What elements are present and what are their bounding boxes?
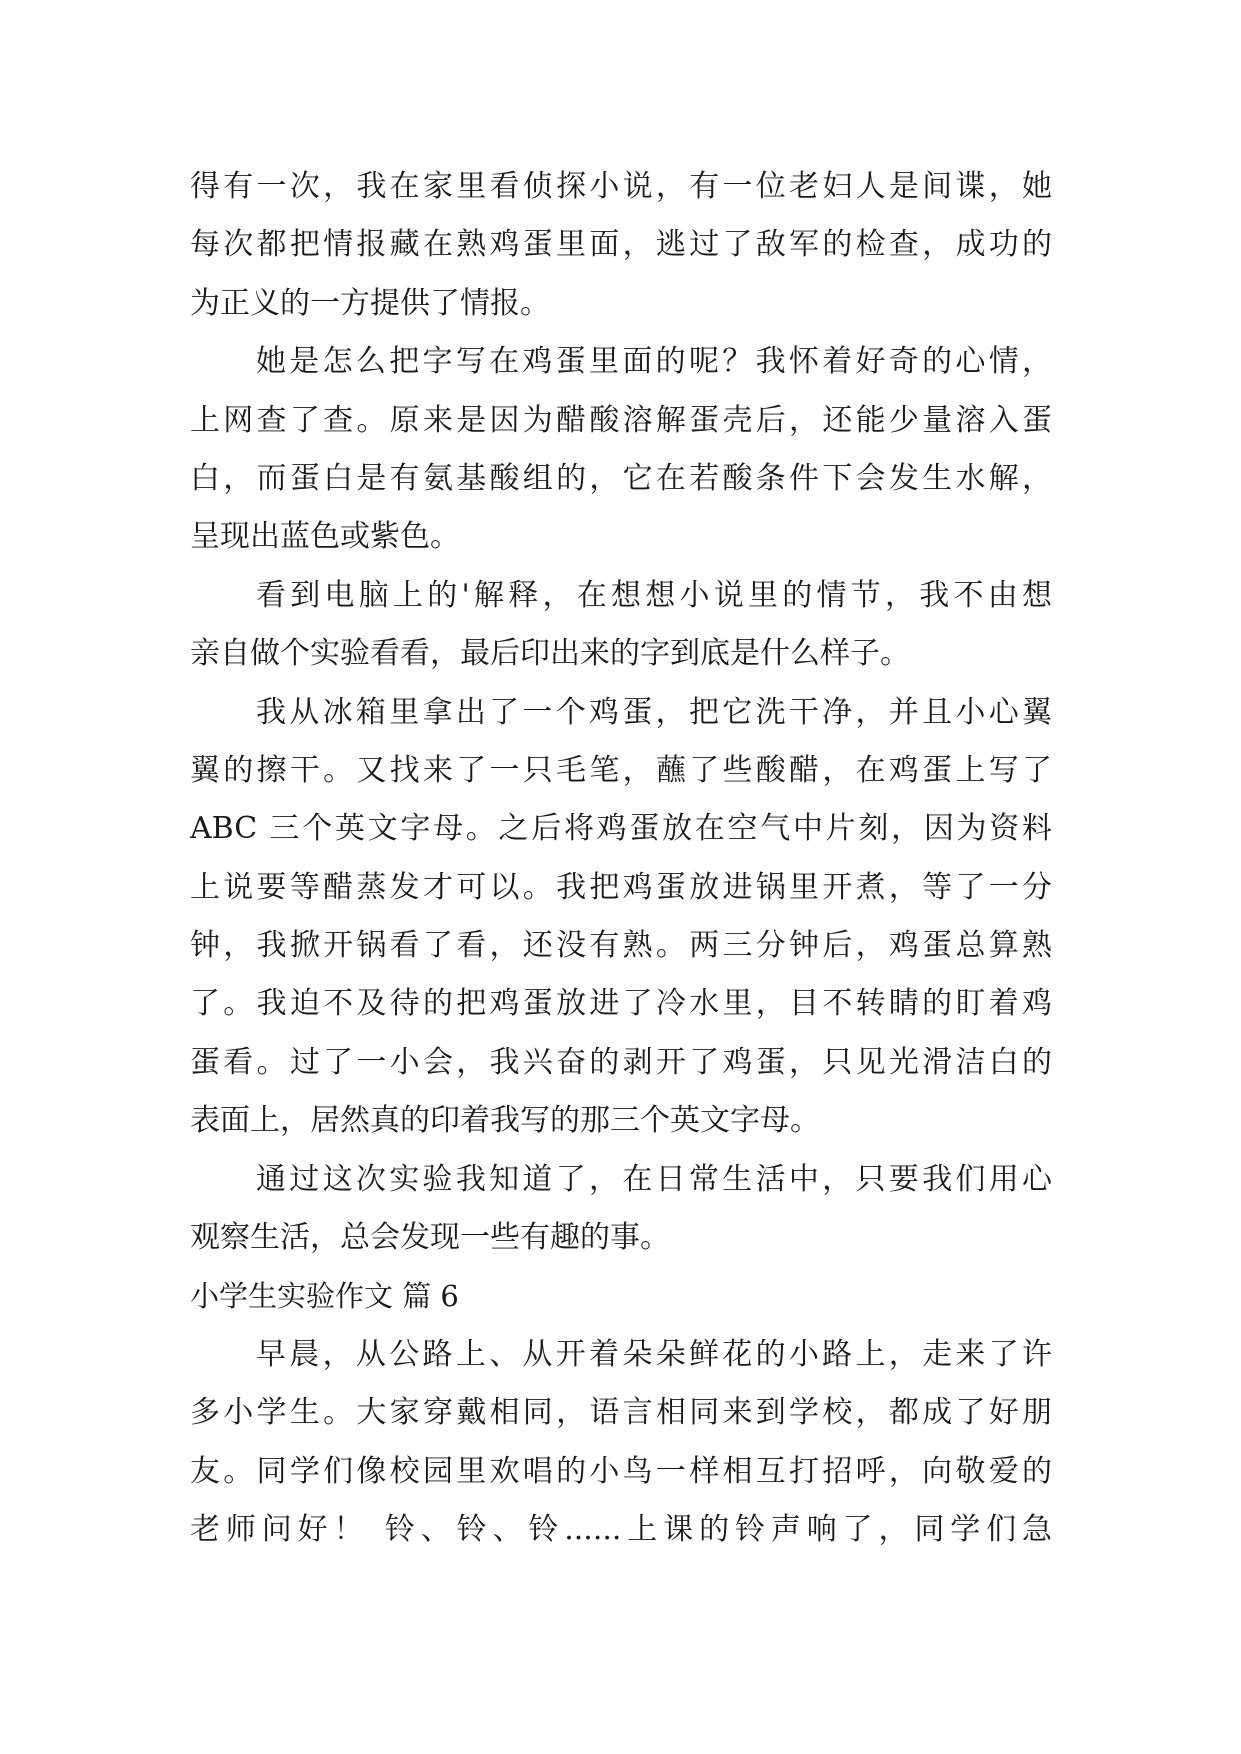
paragraph-first-line: 看到电脑上的'解释，在想想小说里的情节，我不由想 — [256, 577, 1052, 613]
text-line: 得有一次，我在家里看侦探小说，有一位老妇人是间谍，她 — [190, 169, 1052, 204]
text-line: 友。同学们像校园里欢唱的小鸟一样相互打招呼，向敬爱的 — [190, 1453, 1052, 1489]
paragraph-first-line: 通过这次实验我知道了，在日常生活中，只要我们用心 — [256, 1161, 1052, 1197]
text-line: 上网查了查。原来是因为醋酸溶解蛋壳后，还能少量溶入蛋 — [190, 402, 1052, 438]
text-line: 老师问好！ 铃、铃、铃......上课的铃声响了，同学们急 — [190, 1511, 1052, 1547]
text-line: 多小学生。大家穿戴相同，语言相同来到学校，都成了好朋 — [190, 1395, 1052, 1431]
text-line: 白，而蛋白是有氨基酸组的，它在若酸条件下会发生水解， — [190, 460, 1052, 496]
paragraph-first-line: 早晨，从公路上、从开着朵朵鲜花的小路上，走来了许 — [256, 1336, 1052, 1372]
paragraph-first-line: 她是怎么把字写在鸡蛋里面的呢？我怀着好奇的心情， — [256, 344, 1052, 380]
text-line: 上说要等醋蒸发才可以。我把鸡蛋放进锅里开煮，等了一分 — [190, 869, 1052, 905]
text-line: ABC 三个英文字母。之后将鸡蛋放在空气中片刻，因为资料 — [190, 811, 1052, 847]
text-line: 亲自做个实验看看，最后印出来的字到底是什么样子。 — [190, 636, 910, 672]
text-line: 每次都把情报藏在熟鸡蛋里面，逃过了敌军的检查，成功的 — [190, 227, 1052, 263]
text-line: 蛋看。过了一小会，我兴奋的剥开了鸡蛋，只见光滑洁白的 — [190, 1044, 1052, 1080]
text-line: 翼的擦干。又找来了一只毛笔，蘸了些酸醋，在鸡蛋上写了 — [190, 752, 1052, 788]
section-heading: 小学生实验作文 篇 6 — [190, 1279, 459, 1314]
text-line: 呈现出蓝色或紫色。 — [190, 519, 460, 555]
paragraph-first-line: 我从冰箱里拿出了一个鸡蛋，把它洗干净，并且小心翼 — [256, 694, 1052, 730]
essay-body — [190, 158, 1052, 1559]
text-line: 了。我迫不及待的把鸡蛋放进了冷水里，目不转睛的盯着鸡 — [190, 986, 1052, 1022]
text-line: 表面上，居然真的印着我写的那三个英文字母。 — [190, 1103, 820, 1139]
text-line: 钟，我掀开锅看了看，还没有熟。两三分钟后，鸡蛋总算熟 — [190, 928, 1052, 964]
text-line: 观察生活，总会发现一些有趣的事。 — [190, 1220, 670, 1256]
text-line: 为正义的一方提供了情报。 — [190, 285, 550, 321]
